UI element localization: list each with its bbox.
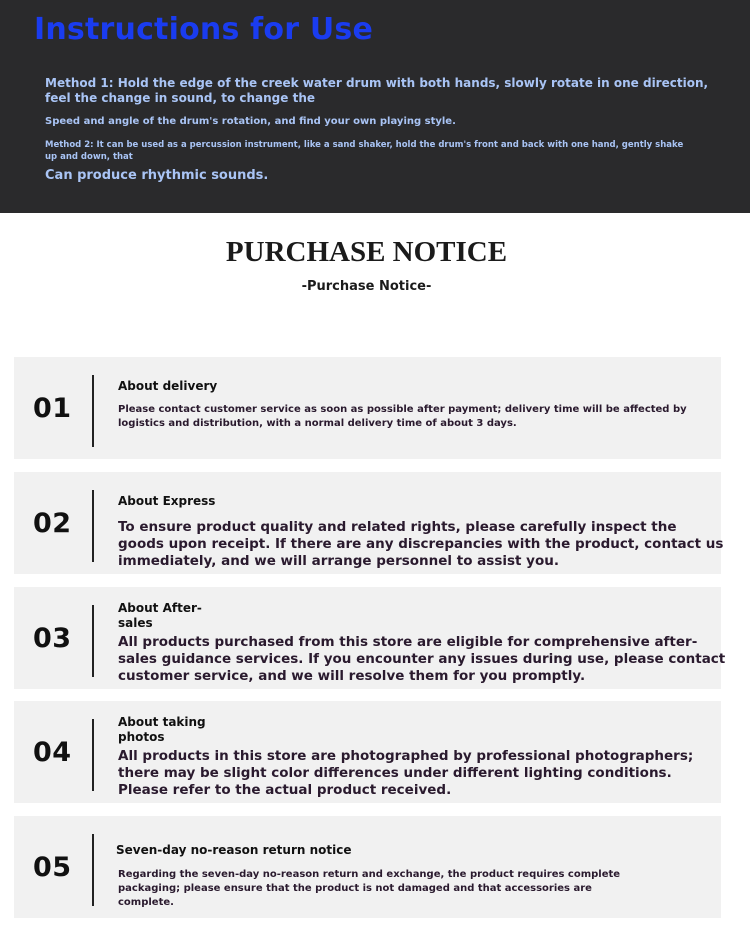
card-divider — [92, 605, 94, 677]
card-body: Regarding the seven-day no-reason return and exchange, the product requires complete packaging; please ensure that the product is not damaged and that accessories are complete. — [118, 869, 621, 908]
card-divider — [92, 490, 94, 562]
method1-text-continued: Speed and angle of the drum's rotation, and find your own playing style. — [45, 116, 456, 127]
card-title: About delivery — [118, 379, 218, 393]
card-number: 04 — [33, 737, 72, 768]
card-title: About Express — [118, 494, 216, 508]
card-body: All products purchased from this store are eligible for comprehensive after-sales guidance services. If you encounter any issues during use, please contact customer service, and we will resolve them for you promptly. — [118, 634, 726, 684]
card-number: 01 — [33, 393, 72, 424]
instructions-panel — [0, 0, 750, 213]
purchase-notice-title: PURCHASE NOTICE — [225, 236, 508, 268]
card-body: To ensure product quality and related rights, please carefully inspect the goods upon receipt. If there are any discrepancies with the product, contact us immediately, and we will arrange personnel to assist you. — [118, 519, 724, 569]
card-number: 05 — [33, 852, 72, 883]
card-number: 02 — [33, 508, 72, 539]
card-body: Please contact customer service as soon as possible after payment; delivery time will be affected by logistics and distribution, with a normal delivery time of about 3 days. — [118, 404, 687, 429]
card-divider — [92, 719, 94, 791]
card-body: All products in this store are photographed by professional photographers; there may be slight color differences under different lighting conditions. Please refer to the actual product received. — [118, 748, 694, 798]
notice-card-photos — [14, 701, 721, 803]
notice-card-returns — [14, 816, 721, 918]
method2-text-continued: Can produce rhythmic sounds. — [45, 168, 269, 183]
purchase-notice-subtitle: -Purchase Notice- — [301, 279, 432, 294]
card-divider — [92, 375, 94, 447]
card-title: About taking photos — [118, 715, 206, 744]
card-number: 03 — [33, 623, 72, 654]
notice-card-after-sales — [14, 587, 726, 689]
card-divider — [92, 834, 94, 906]
card-title: About After-sales — [118, 601, 202, 630]
card-title: Seven-day no-reason return notice — [116, 843, 352, 857]
notice-card-express — [14, 472, 724, 574]
method1-text: Method 1: Hold the edge of the creek water drum with both hands, slowly rotate in one direction, feel the change in sound, to change the — [45, 76, 709, 105]
instructions-title: Instructions for Use — [34, 12, 374, 47]
method2-text: Method 2: It can be used as a percussion instrument, like a sand shaker, hold the drum's front and back with one hand, gently shake up and down, that — [45, 140, 684, 162]
notice-card-delivery — [14, 357, 721, 459]
